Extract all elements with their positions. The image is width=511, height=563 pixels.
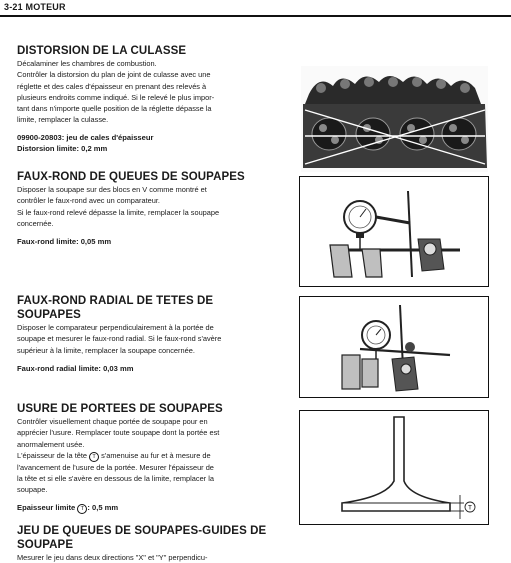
text-line: Si le faux-rond relevé dépasse la limite, remplacer la soupape — [17, 207, 220, 217]
text-line: soupape. — [17, 485, 48, 495]
section-valve-stem-runout — [17, 170, 287, 248]
section-title: DISTORSION DE LA CULASSE — [17, 45, 187, 57]
spec-limit: Faux-rond limite: 0,05 mm — [17, 237, 112, 247]
cylinder-head-straightedge-figure — [299, 64, 490, 174]
text-line: supérieur à la limite, remplacer la soupape concernée. — [17, 345, 195, 355]
page-label: 3-21 MOTEUR — [4, 2, 66, 12]
valve-stem-runout-figure — [299, 176, 489, 287]
section-valve-face-wear — [17, 402, 287, 514]
text-line: Décalaminer les chambres de combustion. — [17, 59, 157, 68]
section-title: SOUPAPES — [17, 309, 81, 321]
text-fragment: : 0,5 mm — [87, 502, 119, 512]
section-valve-head-radial-runout — [17, 294, 287, 374]
page-header — [0, 0, 511, 16]
text-line: soupape et mesurer le faux-rond radial. Si le faux-rond s'avère — [17, 334, 222, 344]
valve-head-radial-runout-figure — [299, 296, 489, 398]
text-line: Disposer la soupape sur des blocs en V comme montré et — [17, 185, 207, 194]
text-line: réglette et des cales d'épaisseur en prenant des relevés à — [17, 81, 207, 91]
text-line: apprécier l'usure. Remplacer toute soupape dont la portée est — [17, 428, 220, 438]
text-line: concernée. — [17, 218, 54, 228]
spec-limit: Distorsion limite: 0,2 mm — [17, 144, 108, 154]
text-line: la tête et si elle s'avère en dessous de la limite, remplacer la — [17, 474, 214, 484]
section-title: USURE DE PORTEES DE SOUPAPES — [17, 403, 223, 415]
spec-limit — [17, 502, 287, 514]
tool-reference: 09900-20803: jeu de cales d'épaisseur — [17, 132, 154, 142]
text-line: l'avancement de l'usure de la portée. Mesurer l'épaisseur de — [17, 462, 214, 472]
thickness-callout-label: T — [468, 504, 472, 512]
text-line: tant dans n'importe quelle position de la réglette dépasse la — [17, 104, 212, 114]
section-valve-stem-guide-clearance — [17, 524, 287, 563]
text-line: contrôler le faux-rond avec un comparateur. — [17, 196, 160, 206]
thickness-callout-marker: T — [89, 452, 99, 462]
text-line: limite, remplacer la culasse. — [17, 115, 109, 125]
spec-limit: Faux-rond radial limite: 0,03 mm — [17, 363, 134, 373]
valve-head-thickness-figure — [299, 410, 489, 525]
header-rule — [0, 15, 511, 17]
text-fragment: L'épaisseur de la tête — [17, 450, 90, 460]
section-title: FAUX-ROND RADIAL DE TETES DE — [17, 295, 214, 307]
text-line: Mesurer le jeu dans deux directions "X" et "Y" perpendicu- — [17, 553, 208, 562]
text-line: Contrôler visuellement chaque portée de soupape pour en — [17, 417, 208, 426]
text-line: Contrôler la distorsion du plan de joint de culasse avec une — [17, 70, 211, 80]
section-title: FAUX-ROND DE QUEUES DE SOUPAPES — [17, 171, 245, 183]
text-line: Disposer le comparateur perpendiculairement à la portée de — [17, 323, 214, 332]
text-line: anormalement usée. — [17, 439, 85, 449]
text-fragment: Epaisseur limite — [17, 502, 78, 512]
text-line: plusieurs endroits comme indiqué. Si le relevé le plus impor- — [17, 92, 215, 102]
text-fragment: s'amenuise au fur et à mesure de — [99, 450, 211, 460]
section-cylinder-head-distortion — [17, 44, 287, 155]
section-title: SOUPAPE — [17, 539, 74, 551]
section-title: JEU DE QUEUES DE SOUPAPES-GUIDES DE — [17, 525, 267, 537]
thickness-callout-marker: T — [77, 504, 87, 514]
text-line — [17, 450, 287, 462]
